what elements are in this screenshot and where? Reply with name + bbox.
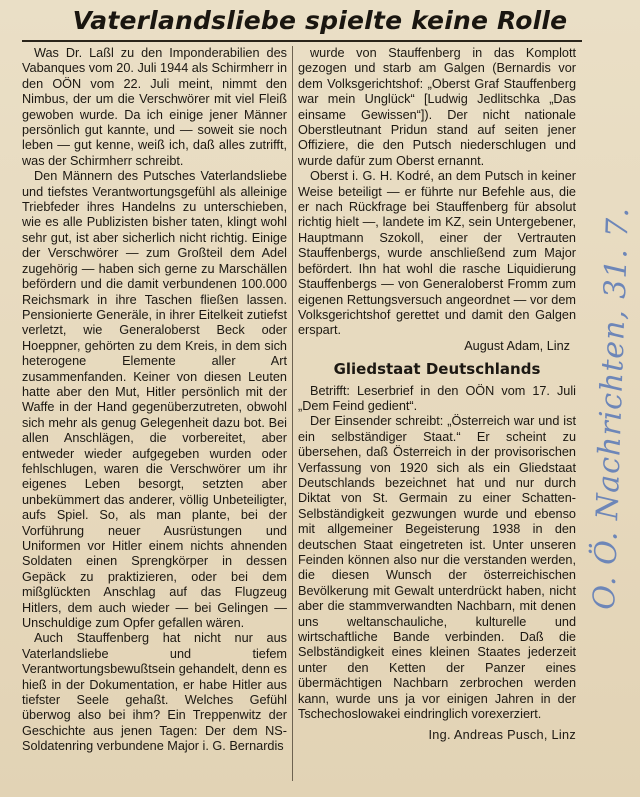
- letter-paragraph: Der Einsender schreibt: „Österreich war und ist ein selbständiger Staat.“ Er scheint zu übersehen, daß Österreich in der provisorischen Verfassung von 1920 sich als ein Gliedstaat Deutschlands bezeichnet hat und nur durch Diktat von St. Germain zu einer Schatten-Selbständigkeit gezwungen wurde und ebenso mit allgemeiner Begeisterung 1938 in den deutschen Staat eingetreten ist. Unter unseren Feinden können also nur die verstanden werden, die diesen Wunsch der österreichischen Bevölkerung mit Gewalt unterdrückt haben, nicht aber die stammverwandten Nachbarn, mit denen uns weltanschauliche, kulturelle und wirtschaftliche Bande verbinden. Daß die Selbständigkeit eines kleinen Staates jederzeit unter den Ketten der Panzer eines übermächtigen Nachbarn zerbrochen werden kann, wurde uns ja vor einigen Jahren in der Tschechoslowakei eindringlich vorexerziert.: [298, 414, 576, 722]
- column-divider: [292, 46, 293, 781]
- headline-rule: [22, 40, 582, 42]
- left-paragraph: Auch Stauffenberg hat nicht nur aus Vaterlandsliebe und tiefem Verantwortungsbewußtsein gehandelt, denn es hieß in der Dokumentation, er habe Hitler aus tiefster Seele gehaßt. Welches Gefühl überwog also bei ihm? Ein Treppenwitz der Geschichte aus jenen Tagen: Der dem NS-Soldatenring verbundene Major i. G. Bernardis: [22, 631, 287, 754]
- right-paragraph: Oberst i. G. H. Kodré, an dem Putsch in keiner Weise beteiligt — er führte nur Befehle aus, die er nach Rückfrage bei Stauffenberg für absolut richtig hielt —, landete im KZ, sein Untergebener, Hauptmann Szokoll, einer der Vertrauten Stauffenbergs, wurde anschließend zum Major befördert. Ihn hat wohl die rasche Liquidierung Stauffenbergs — von Generaloberst Fromm zum eigenen Rettungsversuch angeordnet — vor dem Volksgerichtshof gerettet und damit den Galgen erspart.: [298, 169, 576, 338]
- right-column: [298, 46, 576, 744]
- left-column: [22, 46, 287, 755]
- handwritten-note-text: O. Ö. Nachrichten, 31. 7. 1971: [587, 200, 636, 611]
- letter-subheadline: Gliedstaat Deutschlands: [333, 360, 541, 379]
- signature-adam: August Adam, Linz: [464, 338, 570, 353]
- handwritten-note-drawing: [576, 200, 636, 620]
- handwritten-annotation: [576, 200, 636, 620]
- letter-paragraph: Betrifft: Leserbrief in den OÖN vom 17. Juli „Dem Feind gedient“.: [298, 383, 576, 413]
- signature-pusch: Ing. Andreas Pusch, Linz: [428, 728, 576, 743]
- left-paragraph: Was Dr. Laßl zu den Imponderabilien des Vabanques vom 20. Juli 1944 als Schirmherr in den OÖN vom 22. Juli meint, nimmt den Nimbus, der um die Verschwörer mit viel Fleiß gewoben wurde. Da ich einige jener Männer persönlich gut kannte, und — soweit sie noch leben — gut kenne, weiß ich, daß alles zutrifft, was der Schirmherr schreibt.: [22, 46, 287, 168]
- headline: Vaterlandsliebe spielte keine Rolle: [72, 6, 568, 35]
- left-paragraph: Den Männern des Putsches Vaterlandsliebe und tiefstes Verantwortungsgefühl als alleinige Triebfeder ihres Handelns zu unterschieben, wie es alle Publizisten bisher taten, klingt wohl sehr gut, ist aber sicherlich nicht richtig. Einige der Verschwörer — zum Großteil dem Adel zugehörig — haben sich gerne zu Marschällen befördern und die damit verbundenen 100.000 Reichsmark in ihre Taschen fließen lassen. Pensionierte Generäle, in ihrer Eitelkeit zutiefst verletzt, wie Generaloberst Beck oder Hoeppner, gehörten zu dem Kreis, in dem sich heterogene Elemente aller Art zusammenfanden. Keiner von diesen Leuten hatte aber den Mut, Hitler persönlich mit der Waffe in der Hand gegenüberzutreten, obwohl sich mehr als genug Gelegenheit dazu bot. Bei allen Anschlägen, die vorbereitet, aber entweder wieder aufgegeben wurden oder fehlschlugen, waren die Verschwörer um ihr eigenes Leben besorgt, setzten aber unbekümmert das anderer, völlig Unbeteiligter, aufs Spiel. So, als man plante, bei der Vorführung neuer Ausrüstungen und Uniformen vor Hitler einem nichts ahnenden Soldaten einen Sprengkörper in dessen Gepäck zu praktizieren, oder bei dem mißglückten Anschlag auf das Flugzeug Hitlers, dem auch wieder — bei Gelingen — Unschuldige zum Opfer gefallen wären.: [22, 169, 287, 631]
- right-paragraph: wurde von Stauffenberg in das Komplott gezogen und starb am Galgen (Bernardis vor dem Volksgerichtshof: „Oberst Graf Stauffenberg war mein Unglück“ [Ludwig Jedlitschka „Das einsame Gewissen“]). Der nicht nationale Oberstleutnant Pridun stand auf seiten jener Offiziere, die den Putsch niederschlugen und wurde dafür zum Oberst ernannt.: [298, 46, 576, 168]
